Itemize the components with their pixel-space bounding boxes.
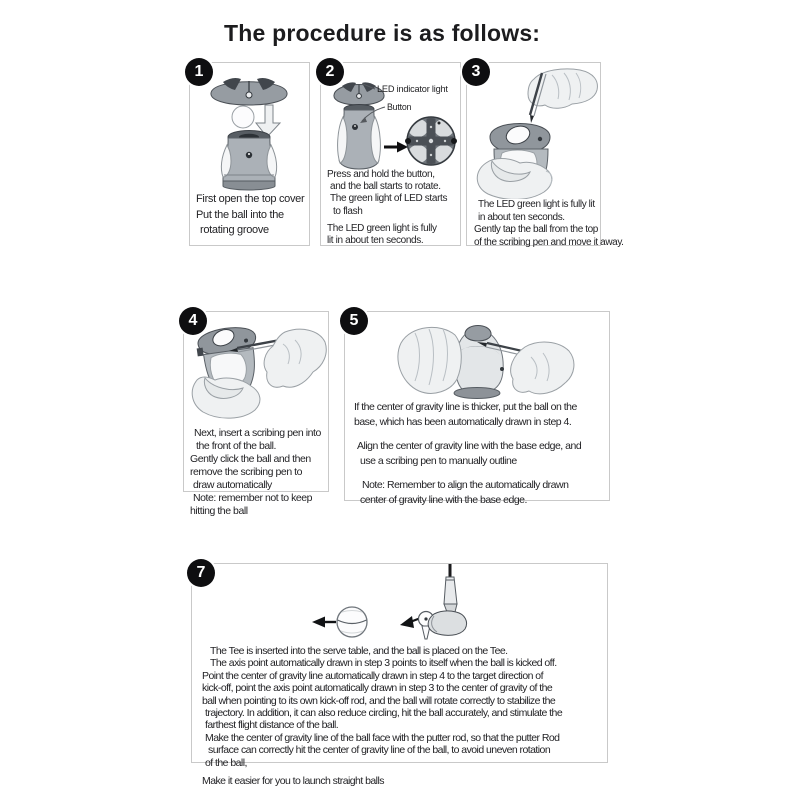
page-title: The procedure is as follows: [224, 20, 541, 46]
left-arrow-icon [312, 617, 336, 628]
button-label: Button [387, 102, 412, 112]
step-2-number-badge: 2 [316, 58, 344, 86]
device-and-ball-illustration [321, 75, 460, 175]
ball-icon [232, 106, 254, 128]
device-exploded-illustration [193, 69, 305, 191]
step-1-text [196, 192, 304, 239]
step-5-paragraph-3: Note: Remember to align the automatically drawn center of gravity line with the base edge. [360, 479, 569, 506]
step-3-paragraph-2: Gently tap the ball from the top of the scribing pen and move it away. [474, 224, 624, 248]
device-body-icon [221, 131, 276, 191]
step-3-panel [466, 62, 624, 248]
step-7-paragraph-1: The Tee is inserted into the serve table, and the ball is placed on the Tee. [210, 645, 508, 657]
right-arrow-icon [384, 142, 408, 153]
device-icon [334, 82, 384, 169]
step-7-paragraph-4: Make the center of gravity line of the ball face with the putter rod, so that the putter Rod surface can correctly hit the center of gravity line of the ball, to avoid uneven rotation of the ball, [205, 731, 560, 769]
outline-gravity-line-illustration [363, 317, 589, 401]
step-7-illustration [192, 564, 607, 644]
top-cover-icon [211, 78, 287, 105]
rotating-ball-icon [405, 115, 457, 167]
step-4-panel [183, 311, 329, 517]
step-5-number-badge: 5 [340, 307, 368, 335]
led-indicator-label: LED indicator light [377, 84, 448, 94]
step-3-illustration [468, 65, 599, 199]
step-5-paragraph-1: If the center of gravity line is thicker, put the ball on the base, which has been automatically drawn in step 4. [354, 401, 577, 428]
tee-and-putter-illustration [192, 564, 607, 644]
step-4-illustration [185, 318, 327, 424]
step-1-paragraph-2: Put the ball into the rotating groove [196, 208, 284, 236]
step-4-number-badge: 4 [179, 307, 207, 335]
golf-ball-icon [337, 607, 367, 637]
step-3-text [474, 199, 624, 249]
putter-icon [428, 564, 466, 635]
step-3-paragraph-1: The LED green light is fully lit in about ten seconds. [478, 199, 595, 223]
insert-pen-illustration [185, 318, 327, 424]
step-7-number-badge: 7 [187, 559, 215, 587]
left-hand-icon [398, 327, 461, 393]
step-7-paragraph-5: Make it easier for you to launch straight balls [202, 775, 384, 788]
step-7-panel [191, 563, 608, 788]
step-7-text [202, 645, 562, 787]
step-4-paragraph-3: Note: remember not to keep hitting the ball [190, 492, 313, 517]
step-5-text [354, 400, 581, 508]
step-2-paragraph-2: The LED green light is fully lit in about ten seconds. [327, 222, 437, 247]
step-2-panel [320, 62, 461, 246]
step-5-paragraph-2: Align the center of gravity line with the base edge, and use a scribing pen to manually outline [357, 440, 582, 467]
step-5-illustration [363, 317, 589, 401]
step-1-number-badge: 1 [185, 58, 213, 86]
step-7-paragraph-3: Point the center of gravity line automatically drawn in step 4 to the target direction of kick-off, point the axis point automatically drawn in step 3 to the center of gravity of the ball when pointing to its own kick-off rod, and the ball will rotate correctly to stabilize the trajectory. In addition, it can also reduce circling, hit the ball accurately, and stimulate the farthest flight distance of the ball. [202, 669, 563, 732]
step-5-panel [344, 311, 610, 506]
step-1-paragraph-1: First open the top cover [196, 193, 305, 205]
step-4-paragraph-1: Next, insert a scribing pen into the front of the ball. [194, 427, 321, 452]
step-4-text [190, 427, 321, 518]
step-2-illustration [321, 75, 460, 175]
step-3-number-badge: 3 [462, 58, 490, 86]
step-2-paragraph-1: Press and hold the button, and the ball starts to rotate. The green light of LED starts to flash [327, 169, 448, 217]
step-1-panel [189, 62, 310, 246]
tap-ball-illustration [468, 65, 599, 199]
step-1-illustration [193, 69, 305, 191]
step-2-text [327, 169, 447, 247]
step-4-paragraph-2: Gently click the ball and then remove the scribing pen to draw automatically [190, 453, 311, 491]
right-hand-icon [264, 329, 326, 387]
step-7-paragraph-2: The axis point automatically drawn in step 3 points to itself when the ball is kicked off. [210, 657, 557, 670]
